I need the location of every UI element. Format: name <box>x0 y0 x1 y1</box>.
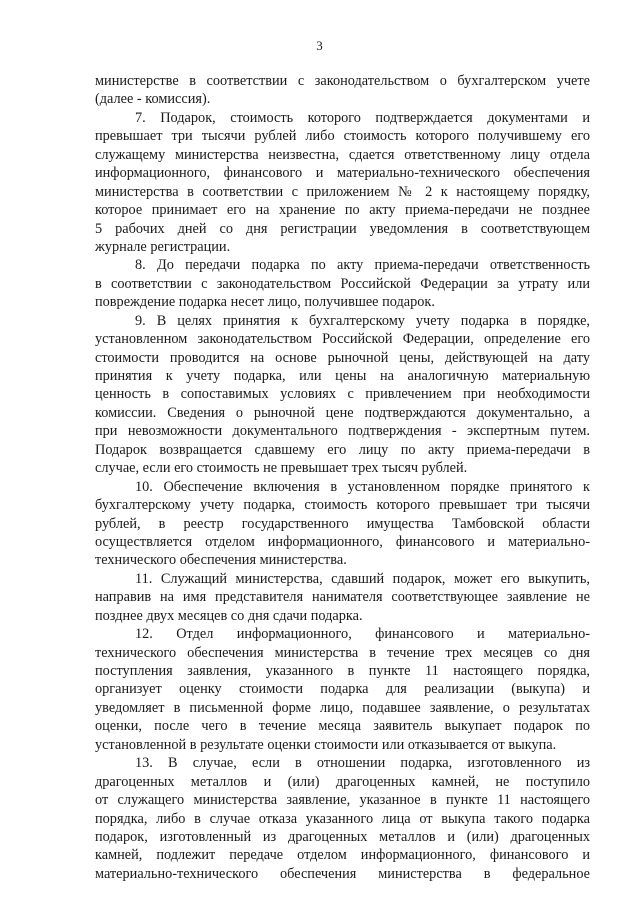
text-line: направив на имя представителя нанимателя соответствующее заявление не <box>95 589 590 606</box>
text-line: 7. Подарок, стоимость которого подтверждается документами и <box>135 109 590 126</box>
text-line: уведомляет в письменной форме лицо, подавшее заявление, о результатах <box>95 699 590 716</box>
text-line: 12. Отдел информационного, финансового и материально- <box>135 626 590 643</box>
text-line: установленном законодательством Российской Федерации, определение его <box>95 331 590 348</box>
text-line: рублей, в реестр государственного имущества Тамбовской области <box>95 515 590 532</box>
text-line: служащему министерства неизвестна, сдается ответственному лицу отдела <box>95 146 590 163</box>
text-line: при невозможности документального подтверждения - экспертным путем. <box>95 423 590 440</box>
text-line: 8. До передачи подарка по акту приема-передачи ответственность <box>135 257 590 274</box>
text-line: которое принимает его на хранение по акту приема-передачи не позднее <box>95 202 590 219</box>
text-line: технического обеспечения министерства в течение трех месяцев со дня <box>95 644 590 661</box>
text-line: технического обеспечения министерства. <box>95 552 347 569</box>
text-line: принятия к учету подарка, или цены на аналогичную материальную <box>95 368 590 384</box>
text-line: организует оценку стоимости подарка для реализации (выкупа) и <box>95 681 590 698</box>
text-line: позднее двух месяцев со дня сдачи подарка. <box>95 607 363 624</box>
paragraph-p9 <box>95 312 590 478</box>
text-line: 9. В целях принятия к бухгалтерскому учету подарка в порядке, <box>135 312 590 329</box>
text-line: журнале регистрации. <box>95 238 231 255</box>
text-line: министерства в соответствии с приложением № 2 к настоящему порядку, <box>95 183 590 200</box>
text-line: 5 рабочих дней со дня регистрации уведомления в соответствующем <box>95 220 590 237</box>
text-line: Подарок возвращается сдавшему его лицу по акту приема-передачи в <box>95 441 590 458</box>
paragraph-p10 <box>95 478 590 570</box>
document-body <box>95 72 590 883</box>
text-line: (далее - комиссия). <box>95 91 211 108</box>
text-line: повреждение подарка несет лицо, получившее подарок. <box>95 294 435 311</box>
text-line: оценки, после чего в течение месяца заявитель выкупает подарок по <box>95 718 590 735</box>
text-line: драгоценных металлов и (или) драгоценных камней, не поступило <box>95 773 590 790</box>
text-line: 13. В случае, если в отношении подарка, изготовленного из <box>135 755 590 772</box>
page-number: 3 <box>316 38 323 53</box>
text-line: стоимости проводится на основе рыночной цены, действующей на дату <box>95 349 590 366</box>
paragraph-cont <box>95 72 590 109</box>
text-line: комиссии. Сведения о рыночной цене подтверждаются документально, а <box>95 404 590 421</box>
text-line: ценность в сопоставимых условиях с привлечением при необходимости <box>95 386 590 403</box>
text-line: осуществляется отделом информационного, финансового и материально- <box>95 533 590 550</box>
text-line: от служащего министерства заявление, указанное в пункте 11 настоящего <box>95 792 590 809</box>
text-line: 11. Служащий министерства, сдавший подарок, может его выкупить, <box>135 570 590 587</box>
text-line: порядка, либо в случае отказа указанного лица от выкупа такого подарка <box>95 810 590 827</box>
text-line: превышает три тысячи рублей либо стоимость которого получившему его <box>95 128 590 145</box>
text-line: информационного, финансового и материально-технического обеспечения <box>95 165 590 182</box>
paragraph-p11 <box>95 570 590 625</box>
text-line: в соответствии с законодательством Российской Федерации за утрату или <box>95 275 590 292</box>
text-line: поступления заявления, указанного в пункте 11 настоящего порядка, <box>95 663 590 679</box>
text-line: случае, если его стоимость не превышает трех тысяч рублей. <box>95 460 468 477</box>
text-line: бухгалтерскому учету подарка, стоимость которого превышает три тысячи <box>95 497 590 514</box>
paragraph-p12 <box>95 625 590 754</box>
paragraph-p13 <box>95 754 590 883</box>
text-line: 10. Обеспечение включения в установленном порядке принятого к <box>135 478 590 495</box>
text-line: камней, подлежит передаче отделом информационного, финансового и <box>95 847 590 864</box>
text-line: материально-технического обеспечения министерства в федеральное <box>95 865 590 882</box>
paragraph-p8 <box>95 256 590 311</box>
text-line: министерстве в соответствии с законодательством о бухгалтерском учете <box>95 73 590 89</box>
text-line: подарок, изготовленный из драгоценных металлов и (или) драгоценных <box>95 828 590 845</box>
text-line: установленной в результате оценки стоимости или отказывается от выкупа. <box>95 736 557 753</box>
paragraph-p7 <box>95 109 590 257</box>
